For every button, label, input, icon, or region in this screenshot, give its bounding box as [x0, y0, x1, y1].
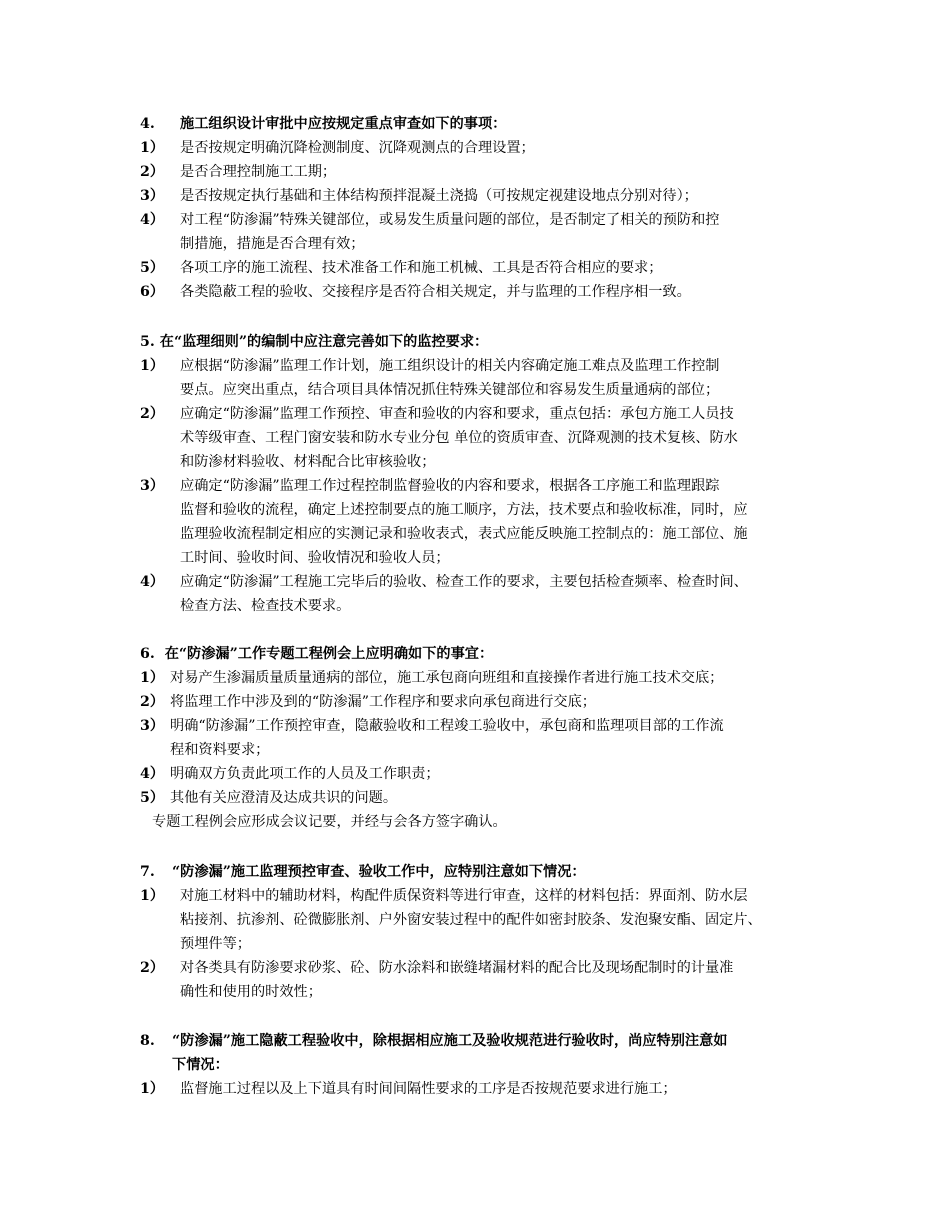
section-8	[140, 1029, 830, 1101]
item-text-cont: 确性和使用的时效性；	[180, 984, 322, 1000]
item-text: 是否合理控制施工工期；	[180, 164, 337, 180]
section-heading: 4. 施工组织设计审批中应按规定重点审查如下的事项：	[140, 116, 507, 132]
item-text: 对各类具有防渗要求砂浆、砼、防水涂料和嵌缝堵漏材料的配合比及现场配制时的计量准	[180, 960, 734, 976]
item-text-cont: 要点。应突出重点，结合项目具体情况抓住特殊关键部位和容易发生质量通病的部位；	[180, 382, 720, 398]
item-text-cont: 工时间、验收时间、验收情况和验收人员；	[180, 550, 450, 566]
item-number: 1）	[140, 140, 165, 156]
item-text: 监督施工过程以及上下道具有时间间隔性要求的工序是否按规范要求进行施工；	[180, 1081, 677, 1097]
item-number: 3）	[140, 718, 165, 734]
item-number: 2）	[140, 960, 165, 976]
section-heading: 8. “防渗漏”施工隐蔽工程验收中，除根据相应施工及验收规范进行验收时，尚应特别注意如	[140, 1033, 728, 1049]
section-4	[140, 112, 830, 304]
item-text: 将监理工作中涉及到的“防渗漏”工作程序和要求向承包商进行交底；	[170, 694, 596, 710]
section-heading: 6. 在“防渗漏”工作专题工程例会上应明确如下的事宜：	[140, 646, 494, 662]
item-number: 5）	[140, 790, 165, 806]
section-heading: 5. 在“监理细则”的编制中应注意完善如下的监控要求：	[140, 334, 489, 350]
item-text: 应确定“防渗漏”监理工作过程控制监督验收的内容和要求，根据各工序施工和监理跟踪	[180, 478, 720, 494]
item-number: 1）	[140, 888, 165, 904]
item-text: 对施工材料中的辅助材料，构配件质保资料等进行审查，这样的材料包括：界面剂、防水层	[180, 888, 748, 904]
item-number: 2）	[140, 694, 165, 710]
item-number: 1）	[140, 670, 165, 686]
item-text: 是否按规定执行基础和主体结构预拌混凝土浇捣（可按规定视建设地点分别对待）；	[180, 188, 698, 204]
item-number: 3）	[140, 188, 165, 204]
item-text-cont: 监督和验收的流程，确定上述控制要点的施工顺序，方法，技术要点和验收标准，同时，应	[180, 502, 748, 518]
section-heading-cont: 下情况：	[172, 1057, 229, 1073]
item-text-cont: 检查方法、检查技术要求。	[180, 598, 351, 614]
item-text: 对易产生渗漏质量质量通病的部位，施工承包商向班组和直接操作者进行施工技术交底；	[170, 670, 724, 686]
item-text: 各类隐蔽工程的验收、交接程序是否符合相关规定，并与监理的工作程序相一致。	[180, 284, 691, 300]
item-number: 2）	[140, 406, 165, 422]
item-text-cont: 和防渗材料验收、材料配合比审核验收；	[180, 454, 436, 470]
item-text-cont: 术等级审查、工程门窗安装和防水专业分包 单位的资质审查、沉降观测的技术复核、防水	[180, 430, 738, 446]
item-text-cont: 粘接剂、抗渗剂、砼微膨胀剂、户外窗安装过程中的配件如密封胶条、发泡聚安酯、固定片、	[180, 912, 762, 928]
item-text: 是否按规定明确沉降检测制度、沉降观测点的合理设置；	[180, 140, 535, 156]
section-6	[140, 642, 830, 834]
item-number: 4）	[140, 212, 165, 228]
item-text-cont: 程和资料要求；	[170, 742, 270, 758]
meeting-note: 专题工程例会应形成会议记要，并经与会各方签字确认。	[152, 814, 507, 830]
item-text: 对工程“防渗漏”特殊关键部位，或易发生质量问题的部位，是否制定了相关的预防和控	[180, 212, 720, 228]
item-text: 明确双方负责此项工作的人员及工作职责；	[170, 766, 440, 782]
section-7	[140, 860, 830, 1004]
item-text: 其他有关应澄清及达成共识的问题。	[170, 790, 398, 806]
item-number: 1）	[140, 358, 165, 374]
item-text: 应确定“防渗漏”监理工作预控、审查和验收的内容和要求，重点包括：承包方施工人员技	[180, 406, 734, 422]
item-text-cont: 监理验收流程制定相应的实测记录和验收表式，表式应能反映施工控制点的：施工部位、施	[180, 526, 748, 542]
item-number: 3）	[140, 478, 165, 494]
item-number: 4）	[140, 574, 165, 590]
item-number: 6）	[140, 284, 165, 300]
item-number: 2）	[140, 164, 165, 180]
item-text-cont: 预埋件等；	[180, 936, 251, 952]
section-5	[140, 330, 830, 618]
item-number: 5）	[140, 260, 165, 276]
item-text: 应根据“防渗漏”监理工作计划，施工组织设计的相关内容确定施工难点及监理工作控制	[180, 358, 720, 374]
section-heading: 7. “防渗漏”施工监理预控审查、验收工作中，应特别注意如下情况：	[140, 864, 586, 880]
item-number: 4）	[140, 766, 165, 782]
item-text: 应确定“防渗漏”工程施工完毕后的验收、检查工作的要求，主要包括检查频率、检查时间、	[180, 574, 748, 590]
item-text: 明确“防渗漏”工作预控审查，隐蔽验收和工程竣工验收中，承包商和监理项目部的工作流	[170, 718, 724, 734]
item-text-cont: 制措施，措施是否合理有效；	[180, 236, 365, 252]
item-text: 各项工序的施工流程、技术准备工作和施工机械、工具是否符合相应的要求；	[180, 260, 663, 276]
item-number: 1）	[140, 1081, 165, 1097]
